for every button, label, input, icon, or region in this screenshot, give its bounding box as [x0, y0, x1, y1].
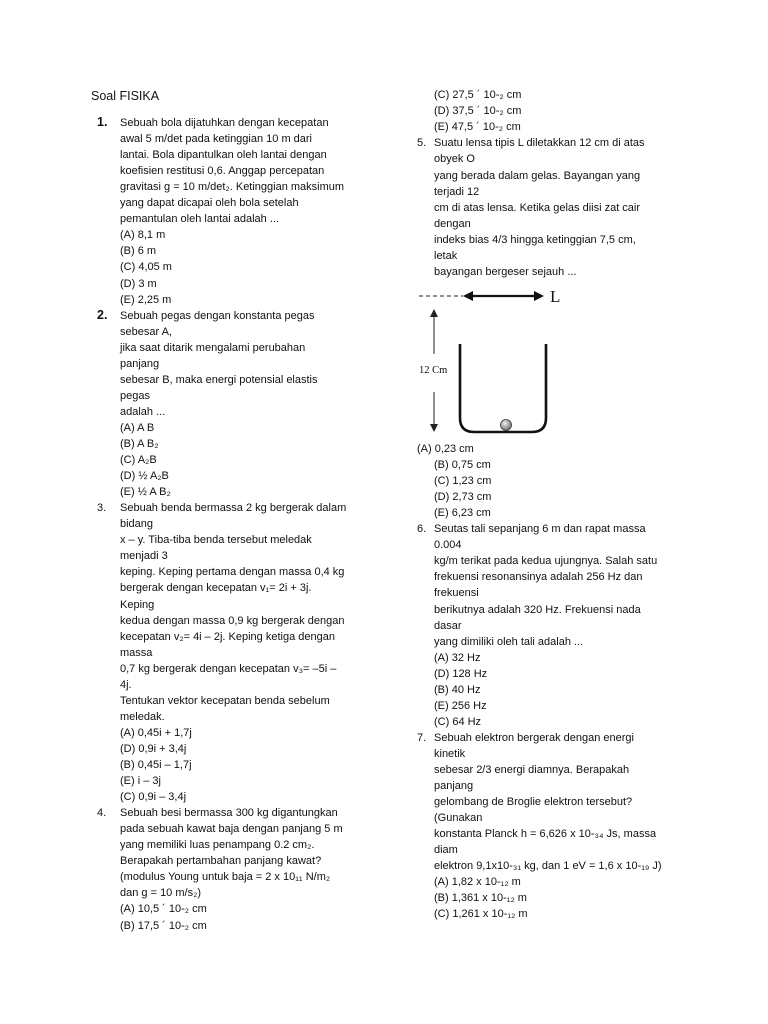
lens-arrowhead-left: [463, 291, 473, 301]
text-line: (D) ½ A₂B: [120, 470, 169, 483]
text-line: (B) 40 Hz: [434, 683, 481, 696]
text-line: sebesar B, maka energi potensial elastis: [120, 373, 318, 386]
text-line: (A) A B: [120, 421, 155, 434]
text-line: bergerak dengan kecepatan v₁= 2i + 3j.: [120, 582, 312, 595]
text-line: (C) 4,05 m: [120, 261, 172, 274]
text-line: (A) 8,1 m: [120, 229, 166, 242]
text-line: (C) A₂B: [120, 454, 157, 467]
text-line: (D) 128 Hz: [434, 667, 488, 680]
text-line: (B) 17,5 ´ 10-₂ cm: [120, 919, 207, 932]
text-line: (B) 1,361 x 10-₁₂ m: [434, 892, 527, 905]
text-line: cm di atas lensa. Ketika gelas diisi zat cair: [434, 201, 641, 214]
text-line: jika saat ditarik mengalami perubahan: [120, 341, 306, 354]
text-line: (A) 0,23 cm: [417, 443, 474, 455]
text-line: panjang: [434, 780, 474, 793]
text-line: (C) 0,9i – 3,4j: [120, 791, 187, 804]
glass-outline: [460, 344, 546, 432]
question-line: Seutas tali sepanjang 6 m dan rapat massa: [434, 523, 646, 536]
text-line: gelombang de Broglie elektron tersebut?: [434, 796, 633, 809]
text-line: indeks bias 4/3 hingga ketinggian 7,5 cm,: [434, 233, 636, 246]
question-number: 7.: [417, 731, 427, 744]
text-line: frekuensi: [434, 587, 479, 600]
text-line: (Gunakan: [434, 812, 483, 825]
text-line: panjang: [120, 357, 160, 370]
text-line: x – y. Tiba-tiba benda tersebut meledak: [120, 534, 312, 547]
text-line: elektron 9,1x10-₃₁ kg, dan 1 eV = 1,6 x 10-₁₉ J): [434, 860, 662, 873]
text-line: koefisien restitusi 0,6. Anggap percepatan: [120, 165, 325, 178]
text-line: gravitasi g = 10 m/det₂. Ketinggian maksimum: [120, 181, 345, 194]
text-line: keping. Keping pertama dengan massa 0,4 kg: [120, 566, 345, 579]
text-line: pemantulan oleh lantai adalah ...: [120, 213, 280, 226]
text-line: yang dapat dicapai oleh bola setelah: [120, 197, 299, 210]
text-line: Tentukan vektor kecepatan benda sebelum: [120, 694, 330, 707]
text-line: (D) 37,5 ´ 10-₂ cm: [434, 105, 522, 118]
text-line: bayangan bergeser sejauh ...: [434, 266, 577, 279]
text-line: (C) 27,5 ´ 10-₂ cm: [434, 89, 522, 101]
text-line: bidang: [120, 518, 154, 531]
text-line: (C) 64 Hz: [434, 715, 482, 728]
text-line: dengan: [434, 217, 471, 230]
text-line: (E) 256 Hz: [434, 699, 487, 712]
question-number: 2.: [97, 307, 108, 322]
object-ball: [501, 420, 512, 431]
question-line: Sebuah bola dijatuhkan dengan kecepatan: [120, 117, 329, 129]
text-line: (A) 0,45i + 1,7j: [120, 726, 192, 739]
text-line: pegas: [120, 389, 150, 402]
text-line: (B) 0,75 cm: [434, 459, 491, 472]
text-line: (E) 47,5 ´ 10-₂ cm: [434, 121, 521, 134]
question-line: Sebuah besi bermassa 300 kg digantungkan: [120, 807, 338, 820]
question-number: 5.: [417, 137, 427, 150]
text-line: 0,7 kg bergerak dengan kecepatan v₃= –5i –: [120, 662, 337, 675]
lens-label: L: [550, 287, 561, 306]
text-line: massa: [120, 646, 153, 659]
text-line: (modulus Young untuk baja = 2 x 10₁₁ N/m₂: [120, 871, 331, 884]
question-number: 1.: [97, 115, 108, 129]
lens-glass-diagram: [415, 280, 565, 440]
text-line: (A) 10,5 ´ 10-₂ cm: [120, 903, 207, 916]
text-line: berikutnya adalah 320 Hz. Frekuensi nada: [434, 603, 641, 616]
text-line: dasar: [434, 619, 462, 632]
text-line: (C) 1,23 cm: [434, 475, 492, 488]
question-line: Sebuah benda bermassa 2 kg bergerak dalam: [120, 502, 347, 515]
page-title: Soal FISIKA: [91, 89, 160, 103]
text-line: yang berada dalam gelas. Bayangan yang: [434, 169, 641, 182]
text-line: (E) i – 3j: [120, 775, 161, 788]
text-line: obyek O: [434, 153, 475, 166]
text-line: terjadi 12: [434, 185, 480, 198]
text-line: Keping: [120, 598, 155, 611]
text-line: dan g = 10 m/s₂): [120, 887, 202, 900]
text-line: (B) 0,45i – 1,7j: [120, 759, 192, 771]
text-line: diam: [434, 844, 458, 857]
text-line: kedua dengan massa 0,9 kg bergerak dengan: [120, 614, 345, 627]
question-line: Sebuah elektron bergerak dengan energi: [434, 731, 634, 744]
height-arrowhead-down: [430, 424, 438, 432]
text-line: 4j.: [120, 678, 132, 691]
question-number: 3.: [97, 502, 107, 515]
text-line: konstanta Planck h = 6,626 x 10-₃₄ Js, massa: [434, 828, 657, 841]
text-line: letak: [434, 250, 458, 262]
text-line: 0.004: [434, 539, 462, 552]
text-line: (B) 6 m: [120, 245, 157, 258]
text-line: (C) 1,261 x 10-₁₂ m: [434, 908, 528, 921]
text-line: (E) ½ A B₂: [120, 486, 171, 499]
text-line: kecepatan v₂= 4i – 2j. Keping ketiga dengan: [120, 630, 335, 643]
text-line: (D) 0,9i + 3,4j: [120, 742, 187, 755]
text-line: (E) 2,25 m: [120, 293, 172, 306]
text-line: sebesar 2/3 energi diamnya. Berapakah: [434, 764, 630, 776]
text-line: sebesar A,: [120, 325, 172, 338]
text-line: adalah ...: [120, 405, 166, 418]
text-line: Berapakah pertambahan panjang kawat?: [120, 855, 322, 868]
question-line: Sebuah pegas dengan konstanta pegas: [120, 309, 315, 322]
text-line: awal 5 m/det pada ketinggian 10 m dari: [120, 133, 313, 146]
text-line: frekuensi resonansinya adalah 256 Hz dan: [434, 571, 643, 584]
text-line: (D) 2,73 cm: [434, 491, 492, 504]
text-line: (D) 3 m: [120, 277, 157, 290]
question-number: 4.: [97, 807, 107, 820]
question-number: 6.: [417, 523, 427, 536]
height-label: 12 Cm: [419, 365, 448, 376]
text-line: kinetik: [434, 747, 466, 760]
question-line: Suatu lensa tipis L diletakkan 12 cm di atas: [434, 137, 645, 150]
text-line: (E) 6,23 cm: [434, 507, 491, 520]
text-line: meledak.: [120, 710, 165, 723]
text-line: kg/m terikat pada kedua ujungnya. Salah satu: [434, 555, 658, 568]
text-line: yang memiliki luas penampang 0.2 cm₂.: [120, 839, 315, 852]
text-line: menjadi 3: [120, 550, 168, 563]
text-line: yang dimiliki oleh tali adalah ...: [434, 635, 584, 648]
text-line: lantai. Bola dipantulkan oleh lantai dengan: [120, 149, 327, 162]
text-line: (A) 32 Hz: [434, 651, 481, 664]
lens-arrowhead-right: [534, 291, 544, 301]
text-line: pada sebuah kawat baja dengan panjang 5 m: [120, 823, 343, 836]
text-line: (A) 1,82 x 10-₁₂ m: [434, 876, 521, 889]
height-arrowhead-up: [430, 309, 438, 317]
text-line: (B) A B₂: [120, 438, 159, 450]
